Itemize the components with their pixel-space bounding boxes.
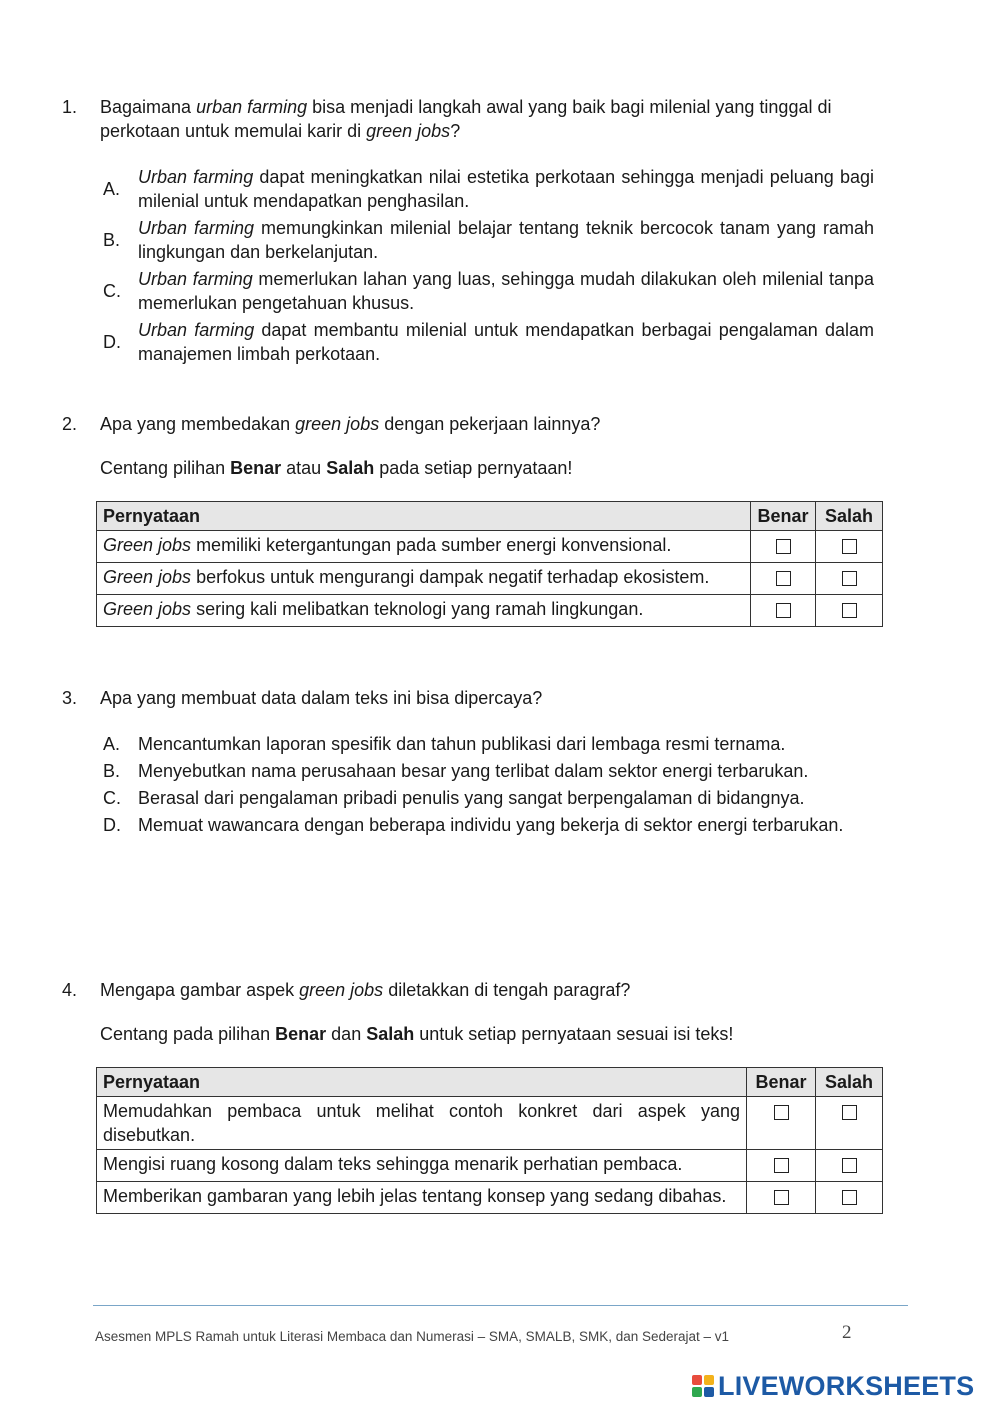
logo-square-blue xyxy=(704,1387,714,1397)
logo-square-yellow xyxy=(704,1375,714,1385)
question-2 xyxy=(62,412,902,480)
footer-divider xyxy=(93,1305,908,1306)
table-row xyxy=(97,531,883,563)
true-false-table-q4 xyxy=(96,1067,883,1214)
instruction: Centang pilihan Benar atau Salah pada setiap pernyataan! xyxy=(100,458,573,478)
false-checkbox[interactable] xyxy=(842,1158,857,1173)
statement: Memberikan gambaran yang lebih jelas tentang konsep yang sedang dibahas. xyxy=(97,1182,747,1214)
answer-options xyxy=(100,732,853,837)
question-3 xyxy=(62,686,902,840)
question-number: 2. xyxy=(62,414,78,434)
true-checkbox[interactable] xyxy=(774,1105,789,1120)
table-row xyxy=(97,1150,883,1182)
false-checkbox[interactable] xyxy=(842,1190,857,1205)
statement: Green jobs sering kali melibatkan teknologi yang ramah lingkungan. xyxy=(97,595,751,627)
question-text: Mengapa gambar aspek green jobs diletakkan di tengah paragraf? xyxy=(100,980,631,1000)
header-false: Salah xyxy=(816,502,883,531)
true-checkbox[interactable] xyxy=(776,571,791,586)
table-row xyxy=(97,595,883,627)
statement: Green jobs memiliki ketergantungan pada sumber energi konvensional. xyxy=(97,531,751,563)
footer-text: Asesmen MPLS Ramah untuk Literasi Membaca dan Numerasi – SMA, SMALB, SMK, dan Sederajat – v1 xyxy=(95,1329,730,1344)
question-1 xyxy=(62,95,902,369)
statement: Memudahkan pembaca untuk melihat contoh konkret dari aspek yang disebutkan. xyxy=(97,1097,747,1150)
question-text: Bagaimana urban farming bisa menjadi langkah awal yang baik bagi milenial yang tinggal di perkotaan untuk memulai karir di green jobs? xyxy=(100,97,832,141)
question-number: 1. xyxy=(62,97,78,117)
false-checkbox[interactable] xyxy=(842,1105,857,1120)
answer-options xyxy=(100,165,874,366)
option-b[interactable]: B. Urban farming memungkinkan milenial belajar tentang teknik bercocok tanam yang ramah lingkungan dan berkelanjutan. xyxy=(103,218,875,262)
table-row xyxy=(97,1097,883,1150)
header-statement: Pernyataan xyxy=(97,502,751,531)
header-true: Benar xyxy=(747,1068,816,1097)
option-a[interactable]: A. Mencantumkan laporan spesifik dan tahun publikasi dari lembaga resmi ternama. xyxy=(103,734,786,754)
page-number: 2 xyxy=(842,1322,852,1343)
header-false: Salah xyxy=(816,1068,883,1097)
option-d[interactable]: D. Memuat wawancara dengan beberapa individu yang bekerja di sektor energi terbarukan. xyxy=(103,815,844,835)
true-false-table-q2 xyxy=(96,501,883,627)
question-4 xyxy=(62,978,902,1046)
question-number: 4. xyxy=(62,980,78,1000)
option-c[interactable]: C. Urban farming memerlukan lahan yang luas, sehingga mudah dilakukan oleh milenial tanpa memerlukan pengetahuan khusus. xyxy=(103,269,874,313)
statement: Green jobs berfokus untuk mengurangi dampak negatif terhadap ekosistem. xyxy=(97,563,751,595)
false-checkbox[interactable] xyxy=(842,603,857,618)
liveworksheets-icon xyxy=(692,1375,714,1397)
table-row xyxy=(97,563,883,595)
question-text: Apa yang membuat data dalam teks ini bisa dipercaya? xyxy=(100,688,543,708)
table-row xyxy=(97,1182,883,1214)
option-b[interactable]: B. Menyebutkan nama perusahaan besar yang terlibat dalam sektor energi terbarukan. xyxy=(103,761,809,781)
question-text: Apa yang membedakan green jobs dengan pekerjaan lainnya? xyxy=(100,414,601,434)
option-a[interactable]: A. Urban farming dapat meningkatkan nilai estetika perkotaan sehingga menjadi peluang bagi milenial untuk mendapatkan penghasilan. xyxy=(103,167,874,211)
false-checkbox[interactable] xyxy=(842,539,857,554)
header-statement: Pernyataan xyxy=(97,1068,747,1097)
liveworksheets-logo[interactable] xyxy=(692,1371,975,1401)
option-d[interactable]: D. Urban farming dapat membantu milenial untuk mendapatkan berbagai pengalaman dalam manajemen limbah perkotaan. xyxy=(103,320,874,364)
question-number: 3. xyxy=(62,688,78,708)
instruction: Centang pada pilihan Benar dan Salah untuk setiap pernyataan sesuai isi teks! xyxy=(100,1024,734,1044)
logo-square-green xyxy=(692,1387,702,1397)
false-checkbox[interactable] xyxy=(842,571,857,586)
logo-square-red xyxy=(692,1375,702,1385)
true-checkbox[interactable] xyxy=(774,1158,789,1173)
statement: Mengisi ruang kosong dalam teks sehingga menarik perhatian pembaca. xyxy=(97,1150,747,1182)
header-true: Benar xyxy=(751,502,816,531)
brand-name: LIVEWORKSHEETS xyxy=(718,1371,975,1401)
option-c[interactable]: C. Berasal dari pengalaman pribadi penulis yang sangat berpengalaman di bidangnya. xyxy=(103,788,805,808)
true-checkbox[interactable] xyxy=(776,539,791,554)
true-checkbox[interactable] xyxy=(776,603,791,618)
true-checkbox[interactable] xyxy=(774,1190,789,1205)
